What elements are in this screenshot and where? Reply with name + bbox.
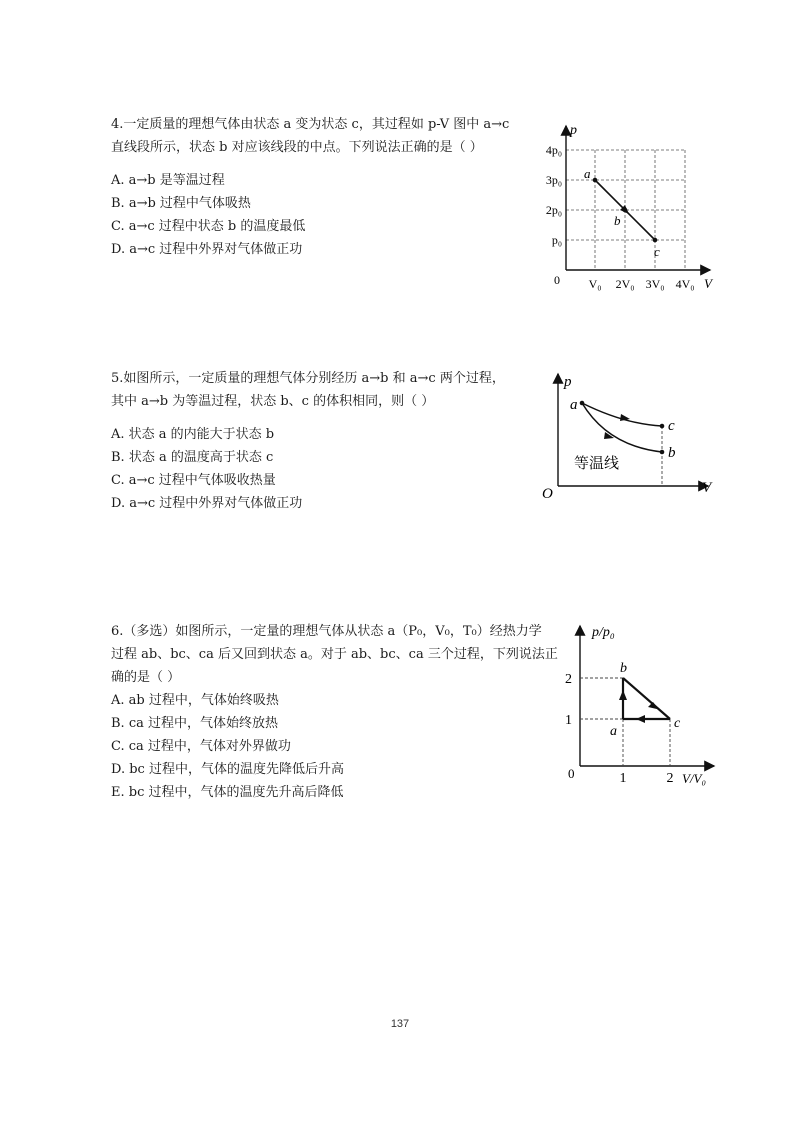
- q6-option-c: C. ca 过程中，气体对外界做功: [111, 739, 291, 754]
- q6-stem-line-3: 确的是（ ）: [111, 670, 181, 685]
- page-number: 137: [390, 1018, 410, 1030]
- q5-label-a: a: [570, 397, 578, 413]
- q4-stem-line-1: 4.一定质量的理想气体由状态 a 变为状态 c，其过程如 p-V 图中 a→c: [111, 117, 510, 132]
- q4-label-b: b: [614, 213, 621, 228]
- q4-point-a: [593, 178, 598, 183]
- q6-origin-label: 0: [568, 766, 575, 781]
- q4-y-tick-2p0: 2p₀: [545, 203, 562, 217]
- q4-x-tick-4v0: 4V₀: [675, 277, 695, 291]
- q6-label-a: a: [610, 724, 617, 739]
- q5-stem-line-2: 其中 a→b 为等温过程，状态 b、c 的体积相同，则（ ）: [111, 394, 435, 409]
- q4-point-b: [623, 208, 628, 213]
- q4-option-b: B. a→b 过程中气体吸热: [111, 196, 251, 211]
- q5-isotherm-label: 等温线: [574, 454, 620, 472]
- q5-v-axis-label: V: [702, 480, 712, 496]
- q6-option-d: D. bc 过程中，气体的温度先降低后升高: [111, 762, 344, 777]
- q4-label-c: c: [654, 244, 660, 259]
- q5-option-a: A. 状态 a 的内能大于状态 b: [111, 427, 275, 442]
- q6-x-tick-2: 2: [666, 771, 674, 786]
- q6-option-a: A. ab 过程中，气体始终吸热: [111, 693, 279, 708]
- q6-option-b: B. ca 过程中，气体始终放热: [111, 716, 278, 731]
- question-5: [111, 367, 531, 515]
- q6-pv-graph: [560, 618, 720, 796]
- q5-p-axis-label: p: [564, 374, 572, 390]
- q4-pv-graph: [528, 118, 720, 298]
- q4-y-tick-4p0: 4p₀: [545, 143, 562, 157]
- q6-p-axis-label: p/p₀: [592, 625, 615, 640]
- q6-arrow-bc: [648, 702, 659, 710]
- q5-option-d: D. a→c 过程中外界对气体做正功: [111, 496, 303, 511]
- q5-point-a: [580, 401, 585, 406]
- q5-pv-graph: [538, 368, 718, 503]
- q4-x-tick-2v0: 2V₀: [615, 277, 635, 291]
- q6-label-c: c: [674, 716, 681, 731]
- q6-stem-line-1: 6.（多选）如图所示，一定量的理想气体从状态 a（P₀，V₀，T₀）经热力学: [111, 624, 542, 639]
- q5-stem-line-1: 5.如图所示，一定质量的理想气体分别经历 a→b 和 a→c 两个过程，: [111, 371, 505, 386]
- q4-stem-line-2: 直线段所示，状态 b 对应该线段的中点。下列说法正确的是（ ）: [111, 140, 483, 155]
- q5-point-b: [660, 450, 665, 455]
- q5-isotherm-curve: [582, 403, 662, 452]
- q5-point-c: [660, 424, 665, 429]
- q5-curve-a-to-c: [582, 403, 662, 426]
- q6-y-tick-1: 1: [565, 713, 572, 728]
- q4-x-tick-3v0: 3V₀: [645, 277, 665, 291]
- q6-option-e: E. bc 过程中，气体的温度先升高后降低: [111, 785, 344, 800]
- q6-dashed-guides: [580, 678, 670, 766]
- q6-label-b: b: [620, 661, 627, 676]
- q5-arrow-a-to-c: [620, 414, 630, 421]
- q4-origin-label: 0: [554, 273, 560, 287]
- q6-process-bc: [623, 678, 670, 719]
- q4-option-d: D. a→c 过程中外界对气体做正功: [111, 242, 303, 257]
- q6-y-tick-2: 2: [565, 672, 572, 687]
- q6-arrow-ca: [636, 715, 645, 723]
- q4-v-axis-label: V: [704, 276, 712, 291]
- q4-point-c: [653, 238, 658, 243]
- q4-y-tick-3p0: 3p₀: [545, 173, 562, 187]
- q5-label-c: c: [668, 418, 675, 434]
- q5-option-b: B. 状态 a 的温度高于状态 c: [111, 450, 274, 465]
- question-4: [111, 113, 531, 261]
- q4-p-axis-label: p: [570, 123, 577, 138]
- q5-option-c: C. a→c 过程中气体吸收热量: [111, 473, 276, 488]
- q4-y-tick-p0: p₀: [551, 233, 562, 247]
- q5-label-b: b: [668, 445, 676, 461]
- q6-v-axis-label: V/V₀: [682, 771, 707, 786]
- q6-x-tick-1: 1: [619, 771, 627, 786]
- q4-label-a: a: [584, 166, 591, 181]
- q4-x-tick-v0: V₀: [588, 277, 602, 291]
- q4-option-c: C. a→c 过程中状态 b 的温度最低: [111, 219, 306, 234]
- q6-arrow-ab: [619, 690, 627, 700]
- q5-origin-label: O: [542, 486, 553, 502]
- q6-stem-line-2: 过程 ab、bc、ca 后又回到状态 a。对于 ab、bc、ca 三个过程，下列说法正: [111, 647, 558, 662]
- q4-option-a: A. a→b 是等温过程: [111, 173, 225, 188]
- question-6: [111, 620, 561, 804]
